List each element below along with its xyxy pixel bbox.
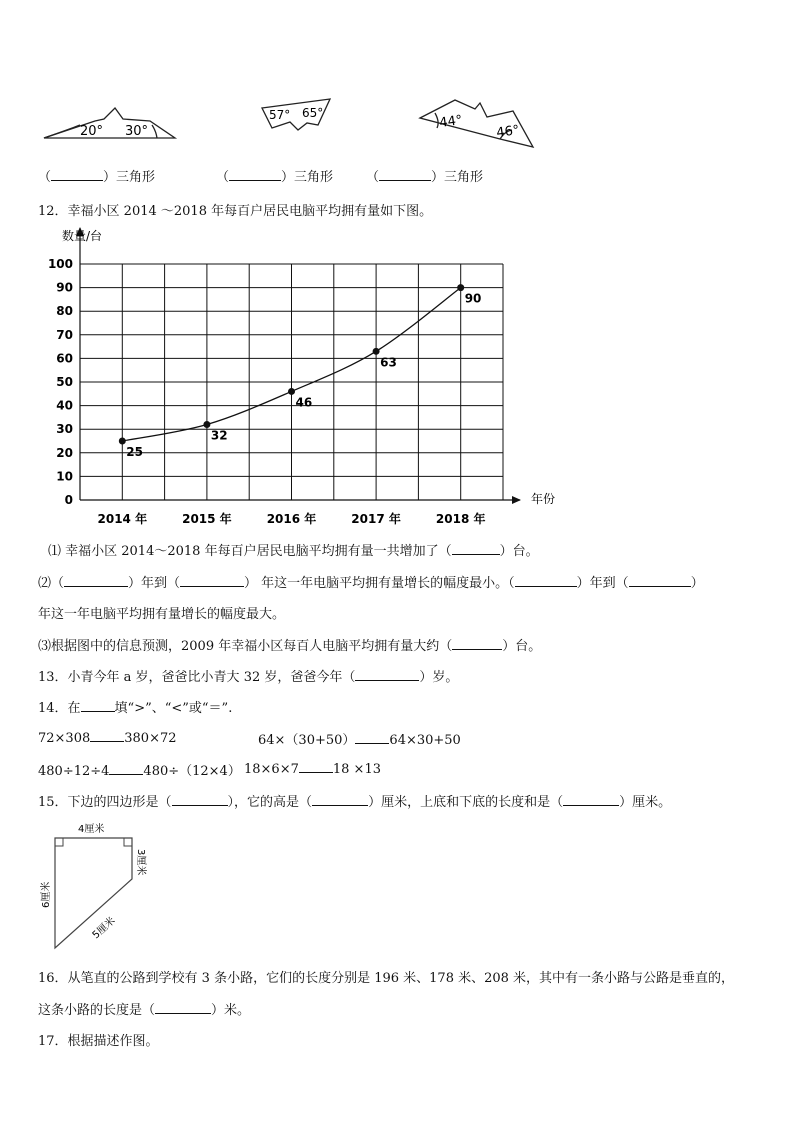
slant-length-label: 5厘米 <box>90 915 118 942</box>
answer-blank[interactable] <box>172 793 228 806</box>
triangle-1-angle-b: 30° <box>125 124 149 139</box>
triangle-1 <box>44 108 175 138</box>
y-tick-label: 20 <box>56 445 73 460</box>
chart-axes <box>76 227 521 504</box>
q16-line2: 这条小路的长度是（ ）米。 <box>38 1003 251 1018</box>
data-label: 63 <box>380 355 397 370</box>
y-tick-label: 70 <box>56 327 73 342</box>
chart-series <box>119 284 482 459</box>
line-chart <box>0 222 794 532</box>
q14-row2a: 480÷12÷4 480÷（12×4） <box>38 764 241 779</box>
answer-blank[interactable] <box>312 793 368 806</box>
triangle-answer-2: （ ）三角形 <box>216 170 334 185</box>
y-tick-label: 0 <box>64 493 73 507</box>
y-tick-label: 60 <box>56 351 73 366</box>
answer-blank[interactable] <box>515 574 577 587</box>
q12-sub3: ⑶根据图中的信息预测，2009 年幸福小区每百人电脑平均拥有量大约（ ）台。 <box>38 639 542 654</box>
q17: 17．根据描述作图。 <box>38 1034 159 1049</box>
answer-blank[interactable] <box>452 542 500 555</box>
q15: 15．下边的四边形是（ ），它的高是（ ）厘米，上底和下底的长度和是（ ）厘米。 <box>38 795 672 810</box>
trapezoid-figure <box>0 815 200 955</box>
y-tick-label: 100 <box>47 257 73 271</box>
x-tick-labels <box>98 511 486 526</box>
y-tick-label: 40 <box>56 398 73 413</box>
x-axis-label: 年份 <box>531 492 556 506</box>
y-tick-label: 90 <box>56 280 73 295</box>
x-tick-label: 2017 年 <box>351 512 401 526</box>
y-tick-label: 30 <box>56 422 73 437</box>
data-label: 90 <box>464 291 482 306</box>
answer-blank[interactable] <box>51 168 103 181</box>
triangle-2-angle-a: 57° <box>269 108 291 122</box>
answer-blank[interactable] <box>64 574 128 587</box>
q14-row2b: 18×6×7 18 ×13 <box>244 762 381 777</box>
compare-blank[interactable] <box>90 729 124 742</box>
triangle-3-angle-a: 44° <box>438 112 464 131</box>
data-point <box>373 348 380 355</box>
triangle-answer-3: （ ）三角形 <box>366 170 484 185</box>
data-point <box>457 284 464 291</box>
answer-blank[interactable] <box>452 637 502 650</box>
y-tick-label: 50 <box>56 375 73 389</box>
chart-grid <box>80 264 503 500</box>
data-point <box>203 421 210 428</box>
left-length-label: 6厘米 <box>41 881 52 908</box>
triangle-1-angle-a: 20° <box>80 124 104 139</box>
x-axis-arrow <box>512 496 521 504</box>
x-tick-label: 2014 年 <box>97 512 148 526</box>
compare-blank[interactable] <box>355 731 389 744</box>
right-length-label: 3厘米 <box>135 849 146 876</box>
triangle-answer-1: （ ）三角形 <box>38 170 156 185</box>
answer-blank[interactable] <box>180 574 244 587</box>
triangle-2-angle-b: 65° <box>302 106 324 120</box>
answer-blank[interactable] <box>155 1001 211 1014</box>
data-label: 32 <box>210 428 228 443</box>
q12-sub2-line2: 年这一年电脑平均拥有量增长的幅度最大。 <box>38 607 286 622</box>
q14-row1b: 64×（30+50） 64×30+50 <box>258 733 461 748</box>
q16-line1: 16．从笔直的公路到学校有 3 条小路，它们的长度分别是 196 米、178 米、208 米，其中有一条小路与公路是垂直的， <box>38 971 735 986</box>
compare-blank[interactable] <box>299 760 333 773</box>
y-tick-label: 80 <box>56 304 73 319</box>
y-axis-label: 数量/台 <box>62 229 103 243</box>
data-label: 46 <box>295 395 313 410</box>
q12-sub2: ⑵（ ）年到（ ） 年这一年电脑平均拥有量增长的幅度最小。（ ）年到（ ） <box>38 576 704 591</box>
data-point <box>119 438 126 445</box>
triangle-3-angle-b: 46° <box>495 122 521 141</box>
q14-row1a: 72×308 380×72 <box>38 731 177 746</box>
compare-blank[interactable] <box>109 762 143 775</box>
q12-sub1: ⑴ 幸福小区 2014～2018 年每百户居民电脑平均拥有量一共增加了（ ）台。 <box>48 544 539 559</box>
data-label: 25 <box>126 445 144 459</box>
y-tick-label: 10 <box>56 469 73 484</box>
answer-blank[interactable] <box>379 168 431 181</box>
answer-blank[interactable] <box>229 168 281 181</box>
y-tick-labels <box>48 257 73 507</box>
q12-title: 12．幸福小区 2014 ～2018 年每百户居民电脑平均拥有量如下图。 <box>38 204 433 219</box>
triangle-figures <box>0 95 794 155</box>
q14-title: 14．在 填“>”、“<”或“＝”. <box>38 701 233 716</box>
top-length-label: 4厘米 <box>78 824 105 835</box>
x-tick-label: 2018 年 <box>435 512 486 526</box>
x-tick-label: 2015 年 <box>182 512 232 526</box>
data-point <box>288 388 295 395</box>
answer-blank[interactable] <box>355 668 419 681</box>
q13: 13．小青今年 a 岁，爸爸比小青大 32 岁，爸爸今年（ ）岁。 <box>38 670 459 685</box>
answer-blank[interactable] <box>629 574 691 587</box>
answer-blank[interactable] <box>563 793 619 806</box>
answer-blank[interactable] <box>81 699 115 712</box>
x-tick-label: 2016 年 <box>266 512 317 526</box>
